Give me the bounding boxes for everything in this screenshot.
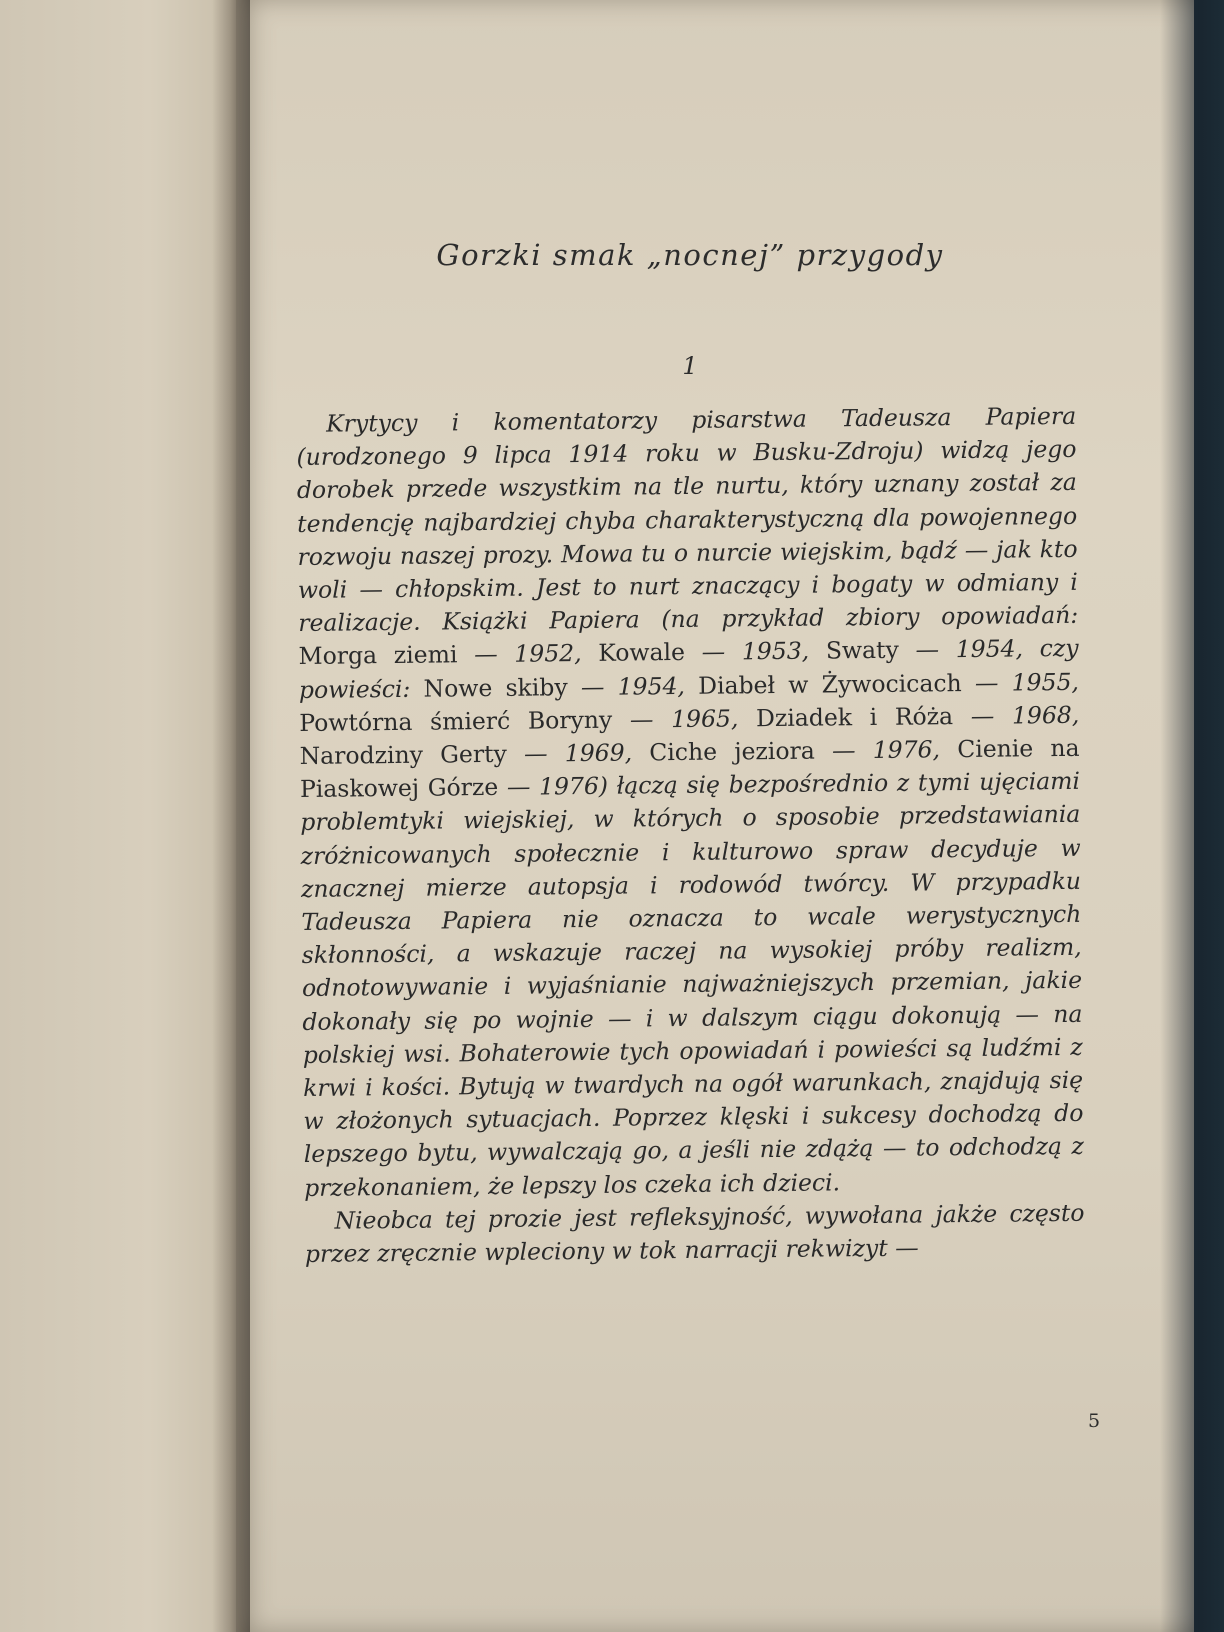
- text-run: Krytycy i komentatorzy pisarstwa Tadeusza Papiera (urodzonego 9 lipca 1914 roku w Busku-Zdroju) widzą jego dorobek przede wszystkim na tle nurtu, który uznany został za tendencję najbardziej chyba charakterystyczną dla powojennego rozwoju naszej prozy. Mowa tu o nurcie wiejskim, bądź — jak kto woli — chłopskim. Jest to nurt znaczący i bogaty w odmiany i realizacje. Książki Papiera (na przykład zbiory opowiadań:: [296, 401, 1079, 638]
- work-title: Swaty: [825, 636, 899, 665]
- work-title: Dziadek i Róża: [755, 701, 954, 733]
- work-title: Diabeł w Żywocicach: [697, 668, 962, 700]
- text-run: — 1954, czy powieści:: [298, 634, 1079, 704]
- text-run: — 1954,: [567, 671, 699, 701]
- text-run: — 1953,: [684, 636, 827, 667]
- paragraph-2: [304, 1197, 1085, 1272]
- page-number: 5: [1088, 1410, 1101, 1432]
- text-run: — 1969,: [506, 738, 650, 768]
- work-title: Powtórna śmierć Boryny: [299, 705, 613, 737]
- work-title: Morga ziemi: [298, 640, 458, 671]
- section-number: 1: [682, 352, 698, 380]
- body-text: [296, 400, 1085, 1271]
- work-title: Kowale: [598, 638, 686, 668]
- text-run: — 1952,: [457, 639, 599, 669]
- text-run: — 1968,: [952, 700, 1080, 730]
- work-title: Cienie na Piaskowej Górze: [299, 733, 1080, 804]
- page-edge-shadow: [1160, 0, 1224, 1632]
- text-run: — 1976) łączą się bezpośrednio z tymi ujęciami problemtyki wiejskiej, w których o sposobie przedstawiania zróżnicowanych społecznie i kulturowo spraw decyduje w znacznej mierze autopsja i rodowód twórcy. W przypadku Tadeusza Papiera nie oznacza to wcale werystycznych skłonności, a wskazuje raczej na wysokiej próby realizm, odnotowywanie i wyjaśnianie najważniejszych przemian, jakie dokonały się po wojnie — i w dalszym ciągu dokonują — na polskiej wsi. Bohaterowie tych opowiadań i powieści są ludźmi z krwi i kości. Bytują w twardych na ogół warunkach, znajdują się w złożonych sytuacjach. Poprzez klęski i sukcesy dochodzą do lepszego bytu, wywalczają go, a jeśli nie zdążą — to odchodzą z przekonaniem, że lepszy los czeka ich dzieci.: [300, 767, 1084, 1202]
- text-run: — 1955,: [961, 667, 1080, 697]
- text-run: — 1976,: [814, 735, 958, 765]
- work-title: Ciche jeziora: [649, 736, 815, 767]
- work-title: Narodziny Gerty: [299, 739, 507, 771]
- text-run: Nieobca tej prozie jest refleksyjność, wywołana jakże często przez zręcznie wpleciony w tok narracji rekwizyt —: [304, 1198, 1085, 1269]
- work-title: Nowe skiby: [423, 672, 568, 703]
- text-run: — 1965,: [612, 704, 757, 734]
- chapter-title: Gorzki smak „nocnej” przygody: [436, 238, 944, 272]
- book-gutter: [212, 0, 250, 1632]
- paragraph-1: [296, 400, 1084, 1205]
